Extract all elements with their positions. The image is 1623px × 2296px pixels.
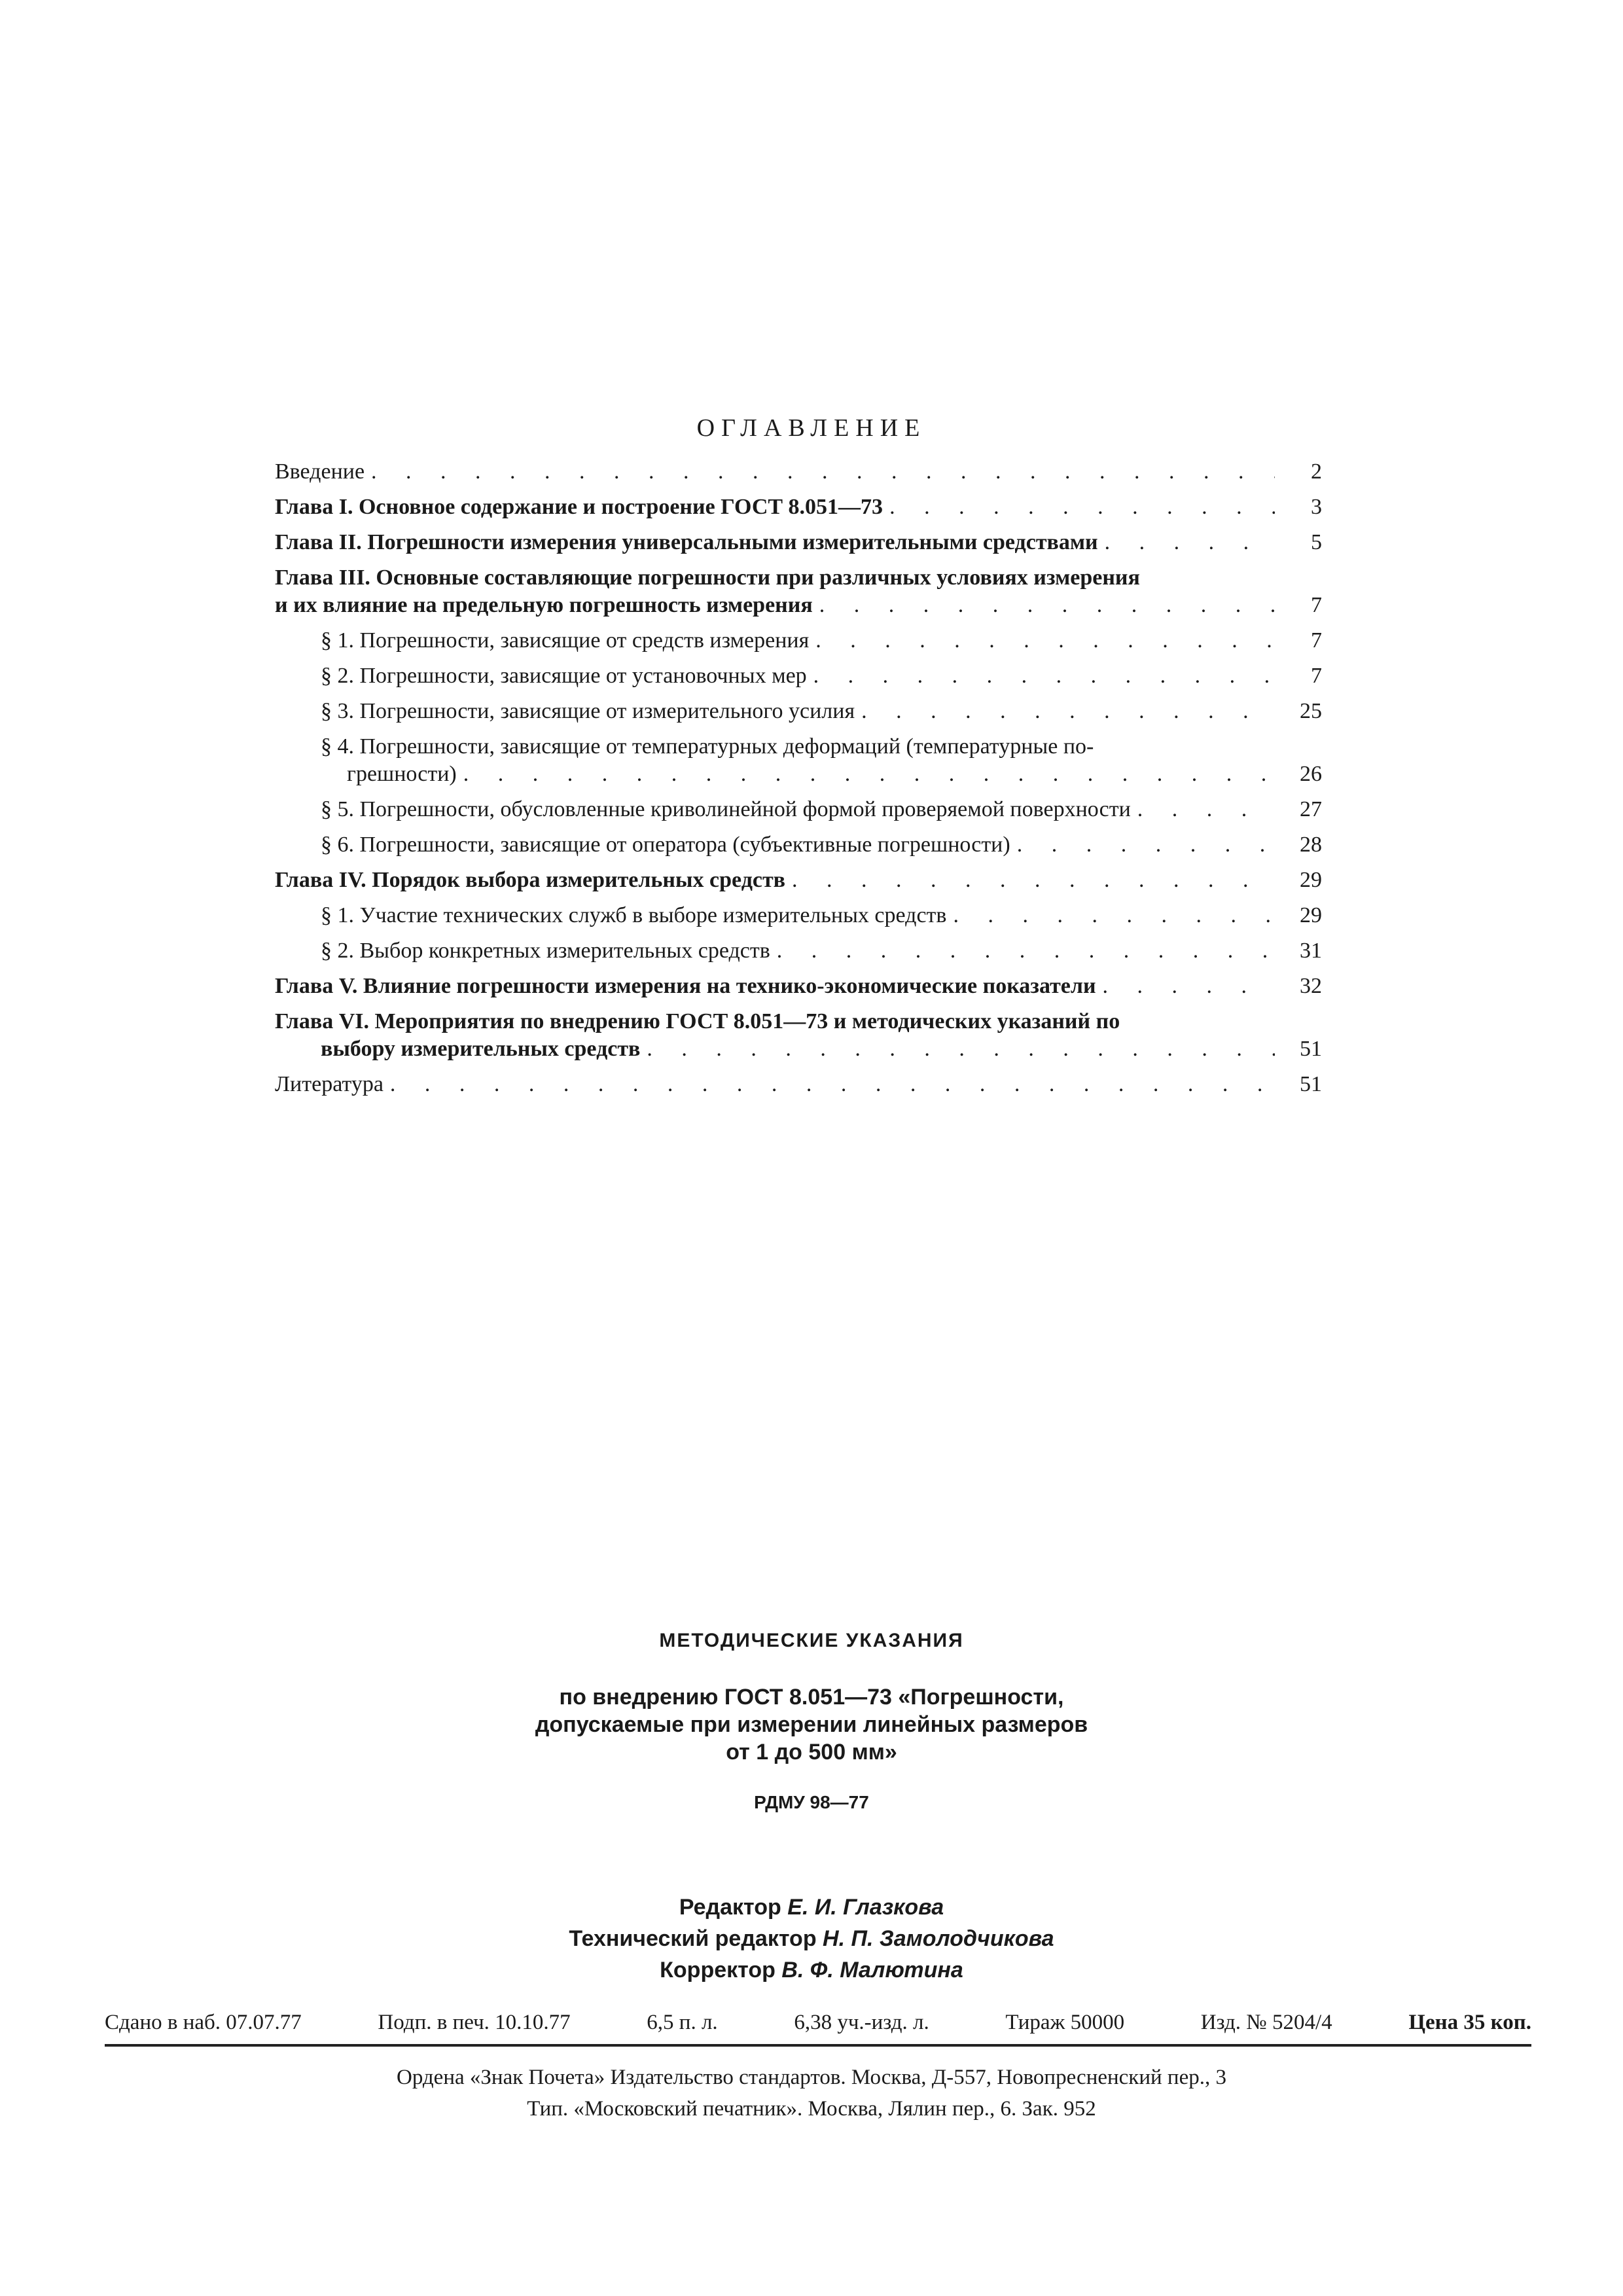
toc-page-number: 51: [1300, 1072, 1322, 1096]
toc-entry-section[interactable]: [275, 902, 1322, 929]
leader-dots: [371, 458, 1275, 486]
leader-dots: [390, 1071, 1275, 1098]
toc-page-number: 7: [1311, 664, 1322, 688]
leader-dots: [1103, 973, 1275, 1000]
edit-sheets: 6,38 уч.-изд. л.: [794, 2011, 929, 2034]
toc-entry-text: Введение: [275, 459, 365, 484]
leader-dots: [1017, 831, 1275, 859]
leader-dots: [815, 627, 1275, 655]
toc-entry-literature[interactable]: [275, 1071, 1322, 1098]
imprint-block: [0, 1630, 1623, 1813]
publisher-line: Ордена «Знак Почета» Издательство стандартов. Москва, Д-557, Новопресненский пер., 3: [397, 2066, 1226, 2089]
editor-name: В. Ф. Малютина: [781, 1958, 963, 1982]
submitted-date: Сдано в наб. 07.07.77: [105, 2011, 302, 2034]
toc-page-number: 51: [1300, 1037, 1322, 1061]
toc-entry-text: Глава V. Влияние погрешности измерения на технико-экономические показатели: [275, 974, 1096, 998]
toc-entry-text: § 4. Погрешности, зависящие от температурных деформаций (температурные по-: [321, 734, 1094, 759]
toc-entry-chapter-4[interactable]: [275, 867, 1322, 894]
toc-entry-text-continued: выбору измерительных средств: [321, 1037, 641, 1061]
leader-dots: [953, 902, 1275, 929]
editor-name: Н. П. Замолодчикова: [823, 1926, 1054, 1951]
leader-dots: [819, 592, 1275, 619]
toc-page-number: 32: [1300, 974, 1322, 998]
editor-line: [0, 1892, 1623, 1923]
toc-entry-text: § 1. Участие технических служб в выборе измерительных средств: [321, 903, 947, 927]
toc-entry-chapter-6[interactable]: [275, 1008, 1322, 1063]
toc-title: ОГЛАВЛЕНИЕ: [696, 414, 927, 442]
toc-entry-chapter-5[interactable]: [275, 973, 1322, 1000]
leader-dots: [861, 698, 1275, 725]
toc-page-number: 27: [1300, 797, 1322, 821]
editor-line: [0, 1923, 1623, 1954]
toc-entry-introduction[interactable]: [275, 458, 1322, 486]
toc-entry-section[interactable]: [275, 796, 1322, 823]
toc-entry-text: § 1. Погрешности, зависящие от средств измерения: [321, 628, 810, 653]
editor-line: [0, 1954, 1623, 1986]
toc-entry-text-continued: и их влияние на предельную погрешность измерения: [275, 593, 813, 617]
imprint-desc-line: от 1 до 500 мм»: [726, 1740, 897, 1765]
toc-entry-text: Глава VI. Мероприятия по внедрению ГОСТ 8.051—73 и методических указаний по: [275, 1009, 1120, 1033]
toc-entry-section[interactable]: [275, 937, 1322, 965]
publication-details: [105, 2011, 1531, 2047]
toc-entry-section[interactable]: [275, 733, 1322, 788]
toc-page-number: 29: [1300, 868, 1322, 892]
toc-page-number: 7: [1311, 593, 1322, 617]
toc-entry-text: § 5. Погрешности, обусловленные криволинейной формой проверяемой поверхности: [321, 797, 1131, 821]
toc-page-number: 5: [1311, 530, 1322, 554]
document-code: РДМУ 98—77: [754, 1792, 869, 1812]
toc-entry-section[interactable]: [275, 831, 1322, 859]
imprint-heading: МЕТОДИЧЕСКИЕ УКАЗАНИЯ: [659, 1630, 964, 1651]
editor-role: Технический редактор: [569, 1926, 817, 1951]
toc-entry-text: Глава III. Основные составляющие погрешности при различных условиях измерения: [275, 565, 1140, 590]
toc-page-number: 28: [1300, 833, 1322, 857]
leader-dots: [792, 867, 1275, 894]
leader-dots: [777, 937, 1275, 965]
imprint-desc-line: допускаемые при измерении линейных размеров: [535, 1712, 1088, 1737]
price: Цена 35 коп.: [1408, 2011, 1531, 2034]
editor-name: Е. И. Глазкова: [787, 1895, 944, 1920]
imprint-description: [0, 1683, 1623, 1766]
toc-entry-chapter-3[interactable]: [275, 564, 1322, 619]
toc-page-number: 7: [1311, 628, 1322, 653]
toc-entry-text: Литература: [275, 1072, 383, 1096]
toc-entry-section[interactable]: [275, 698, 1322, 725]
editor-role: Редактор: [679, 1895, 781, 1920]
leader-dots: [647, 1035, 1275, 1063]
editor-role: Корректор: [660, 1958, 776, 1982]
toc-entry-text: § 2. Погрешности, зависящие от установочных мер: [321, 664, 807, 688]
editors-block: [0, 1892, 1623, 1986]
toc-page-number: 2: [1311, 459, 1322, 484]
toc-page-number: 3: [1311, 495, 1322, 519]
edition-number: Изд. № 5204/4: [1200, 2011, 1332, 2034]
leader-dots: [813, 662, 1275, 690]
leader-dots: [889, 493, 1275, 521]
toc-entry-section[interactable]: [275, 662, 1322, 690]
toc-page-number: 31: [1300, 939, 1322, 963]
toc-page-number: 25: [1300, 699, 1322, 723]
toc-entry-text: § 6. Погрешности, зависящие от оператора (субъективные погрешности): [321, 833, 1010, 857]
toc-entry-text: Глава II. Погрешности измерения универсальными измерительными средствами: [275, 530, 1098, 554]
toc-entry-text: § 3. Погрешности, зависящие от измерительного усилия: [321, 699, 855, 723]
toc-entry-text-continued: грешности): [347, 762, 457, 786]
toc-entry-text: Глава I. Основное содержание и построение ГОСТ 8.051—73: [275, 495, 883, 519]
toc-entry-chapter-1[interactable]: [275, 493, 1322, 521]
print-sheets: 6,5 п. л.: [647, 2011, 718, 2034]
toc-entry-chapter-2[interactable]: [275, 529, 1322, 556]
printer-line: Тип. «Московский печатник». Москва, Лялин пер., 6. Зак. 952: [527, 2097, 1096, 2121]
print-run: Тираж 50000: [1005, 2011, 1125, 2034]
imprint-desc-line: по внедрению ГОСТ 8.051—73 «Погрешности,: [559, 1685, 1064, 1710]
toc-entry-text: Глава IV. Порядок выбора измерительных средств: [275, 868, 786, 892]
toc-page-number: 26: [1300, 762, 1322, 786]
publisher-footer: [0, 2062, 1623, 2125]
leader-dots: [463, 761, 1275, 788]
leader-dots: [1137, 796, 1275, 823]
toc-entry-text: § 2. Выбор конкретных измерительных средств: [321, 939, 770, 963]
leader-dots: [1105, 529, 1275, 556]
toc-entry-section[interactable]: [275, 627, 1322, 655]
toc-page-number: 29: [1300, 903, 1322, 927]
table-of-contents: [275, 458, 1322, 1106]
signed-date: Подп. в печ. 10.10.77: [378, 2011, 571, 2034]
